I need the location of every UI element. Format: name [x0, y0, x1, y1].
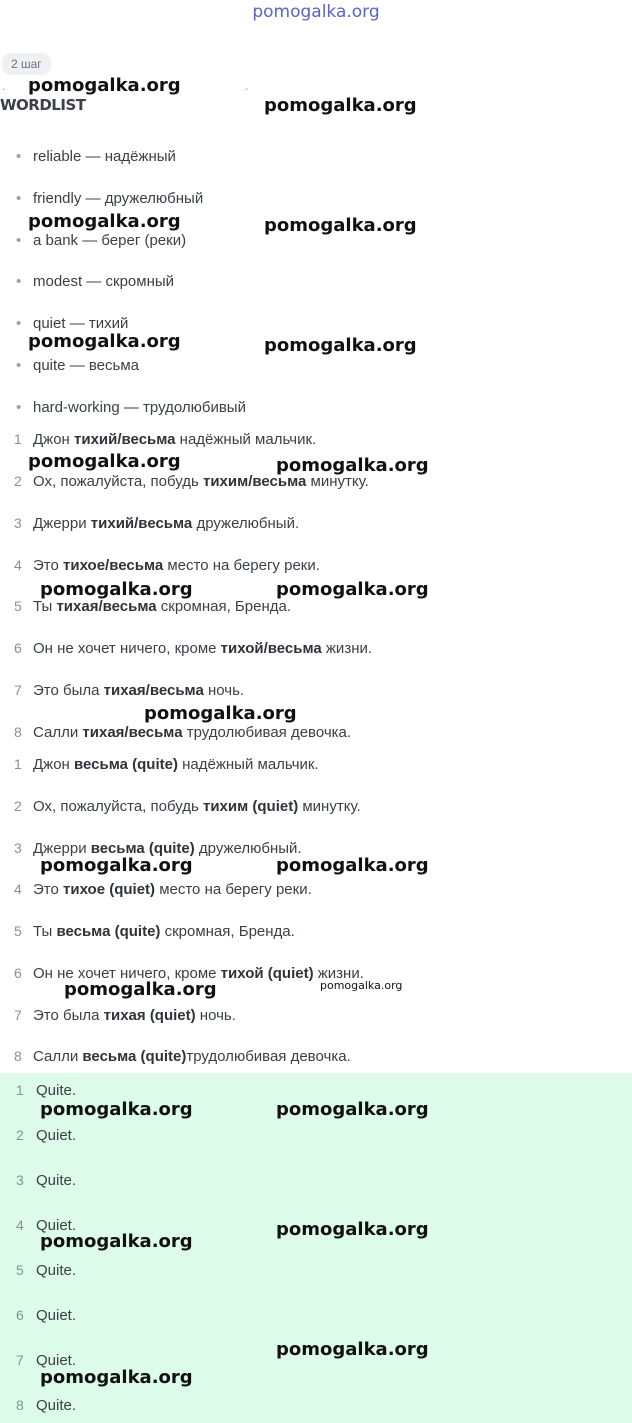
sentence-text: Это тихое/весьма место на берегу реки. — [33, 557, 320, 574]
row-number: 3 — [14, 515, 22, 531]
row-number: 2 — [16, 1127, 24, 1143]
sentence-text: Он не хочет ничего, кроме тихой (quiet) жизни. — [33, 965, 364, 982]
sentence-text: Ох, пожалуйста, побудь тихим (quiet) минутку. — [33, 798, 361, 815]
row-number: 7 — [16, 1352, 24, 1368]
answer-words: весьма (quite) — [74, 756, 178, 773]
watermark: pomogalka.org — [320, 979, 403, 992]
bullet-icon: • — [16, 232, 22, 249]
watermark: pomogalka.org — [40, 1231, 193, 1252]
row-number: 4 — [16, 1217, 24, 1233]
bullet-icon: • — [16, 399, 22, 416]
sentence-text: Это была тихая (quiet) ночь. — [33, 1007, 236, 1024]
row-number: 1 — [14, 431, 22, 447]
row-number: 8 — [14, 1048, 22, 1064]
sentence-text: Салли весьма (quite)трудолюбивая девочка. — [33, 1048, 351, 1065]
watermark: pomogalka.org — [144, 703, 297, 724]
row-number: 5 — [16, 1262, 24, 1278]
choice-words: тихой/весьма — [220, 640, 322, 657]
sentence-text: Салли тихая/весьма трудолюбивая девочка. — [33, 724, 352, 741]
row-number: 6 — [14, 965, 22, 981]
wordlist-item-text: friendly — дружелюбный — [33, 190, 204, 207]
bullet-icon: • — [16, 315, 22, 332]
row-number: 6 — [14, 640, 22, 656]
wordlist-item-text: quite — весьма — [33, 357, 139, 374]
sentence-text: Это тихое (quiet) место на берегу реки. — [33, 881, 312, 898]
row-number: 7 — [14, 1007, 22, 1023]
choice-words: тихая/весьма — [82, 724, 183, 741]
answer-words: весьма (quite) — [90, 840, 195, 857]
choice-words: тихая/весьма — [56, 598, 157, 615]
step-badge: 2 шаг — [2, 53, 51, 75]
divider-mark: - — [2, 84, 6, 95]
answer-text: Quite. — [36, 1082, 77, 1099]
row-number: 1 — [14, 756, 22, 772]
row-number: 4 — [14, 557, 22, 573]
answer-text: Quiet. — [36, 1352, 77, 1369]
watermark: pomogalka.org — [276, 855, 429, 876]
row-number: 3 — [16, 1172, 24, 1188]
bullet-icon: • — [16, 148, 22, 165]
answer-words: тихое (quiet) — [63, 881, 156, 898]
bullet-icon: • — [16, 190, 22, 207]
watermark: pomogalka.org — [276, 579, 429, 600]
bullet-icon: • — [16, 273, 22, 290]
answer-words: весьма (quite) — [82, 1048, 187, 1065]
answer-text: Quiet. — [36, 1127, 77, 1144]
wordlist-item-text: hard-working — трудолюбивый — [33, 399, 246, 416]
answer-words: весьма (quite) — [56, 923, 161, 940]
sentence-text: Он не хочет ничего, кроме тихой/весьма жизни. — [33, 640, 373, 657]
watermark: pomogalka.org — [40, 855, 193, 876]
row-number: 7 — [14, 682, 22, 698]
row-number: 6 — [16, 1307, 24, 1323]
watermark: pomogalka.org — [264, 335, 417, 356]
choice-words: тихий/весьма — [90, 515, 193, 532]
watermark: pomogalka.org — [276, 455, 429, 476]
answer-words: тихим (quiet) — [202, 798, 299, 815]
watermark: pomogalka.org — [64, 979, 217, 1000]
answer-text: Quite. — [36, 1397, 77, 1414]
sentence-text: Ох, пожалуйста, побудь тихим/весьма минутку. — [33, 473, 369, 490]
row-number: 2 — [14, 473, 22, 489]
sentence-text: Джон тихий/весьма надёжный мальчик. — [33, 431, 317, 448]
watermark: pomogalka.org — [28, 75, 181, 96]
answer-text: Quiet. — [36, 1217, 77, 1234]
wordlist-item-text: reliable — надёжный — [33, 148, 176, 165]
sentence-text: Джон весьма (quite) надёжный мальчик. — [33, 756, 319, 773]
watermark: pomogalka.org — [264, 95, 417, 116]
choice-words: тихая/весьма — [103, 682, 204, 699]
row-number: 5 — [14, 923, 22, 939]
wordlist-title: WORDLIST — [0, 96, 86, 114]
answer-text: Quite. — [36, 1262, 77, 1279]
watermark: pomogalka.org — [40, 579, 193, 600]
watermark: pomogalka.org — [40, 1367, 193, 1388]
wordlist-item-text: quiet — тихий — [33, 315, 129, 332]
wordlist-item-text: a bank — берег (реки) — [33, 232, 187, 249]
row-number: 8 — [16, 1397, 24, 1413]
divider-mark: - — [245, 84, 249, 95]
choice-words: тихий/весьма — [74, 431, 176, 448]
wordlist-item-text: modest — скромный — [33, 273, 175, 290]
watermark: pomogalka.org — [276, 1219, 429, 1240]
sentence-text: Ты тихая/весьма скромная, Бренда. — [33, 598, 291, 615]
choice-words: тихое/весьма — [63, 557, 164, 574]
bullet-icon: • — [16, 357, 22, 374]
sentence-text: Джерри тихий/весьма дружелюбный. — [33, 515, 300, 532]
sentence-text: Это была тихая/весьма ночь. — [33, 682, 245, 699]
watermark: pomogalka.org — [28, 211, 181, 232]
site-header-link[interactable]: pomogalka.org — [252, 2, 380, 22]
row-number: 2 — [14, 798, 22, 814]
watermark: pomogalka.org — [28, 451, 181, 472]
choice-words: тихим/весьма — [202, 473, 307, 490]
row-number: 8 — [14, 724, 22, 740]
watermark: pomogalka.org — [28, 331, 181, 352]
row-number: 3 — [14, 840, 22, 856]
row-number: 5 — [14, 598, 22, 614]
answer-text: Quiet. — [36, 1307, 77, 1324]
watermark: pomogalka.org — [276, 1099, 429, 1120]
sentence-text: Ты весьма (quite) скромная, Бренда. — [33, 923, 295, 940]
sentence-text: Джерри весьма (quite) дружелюбный. — [33, 840, 302, 857]
watermark: pomogalka.org — [276, 1339, 429, 1360]
row-number: 1 — [16, 1082, 24, 1098]
answer-words: тихой (quiet) — [220, 965, 314, 982]
answer-text: Quite. — [36, 1172, 77, 1189]
row-number: 4 — [14, 881, 22, 897]
answer-words: тихая (quiet) — [103, 1007, 196, 1024]
watermark: pomogalka.org — [40, 1099, 193, 1120]
watermark: pomogalka.org — [264, 215, 417, 236]
